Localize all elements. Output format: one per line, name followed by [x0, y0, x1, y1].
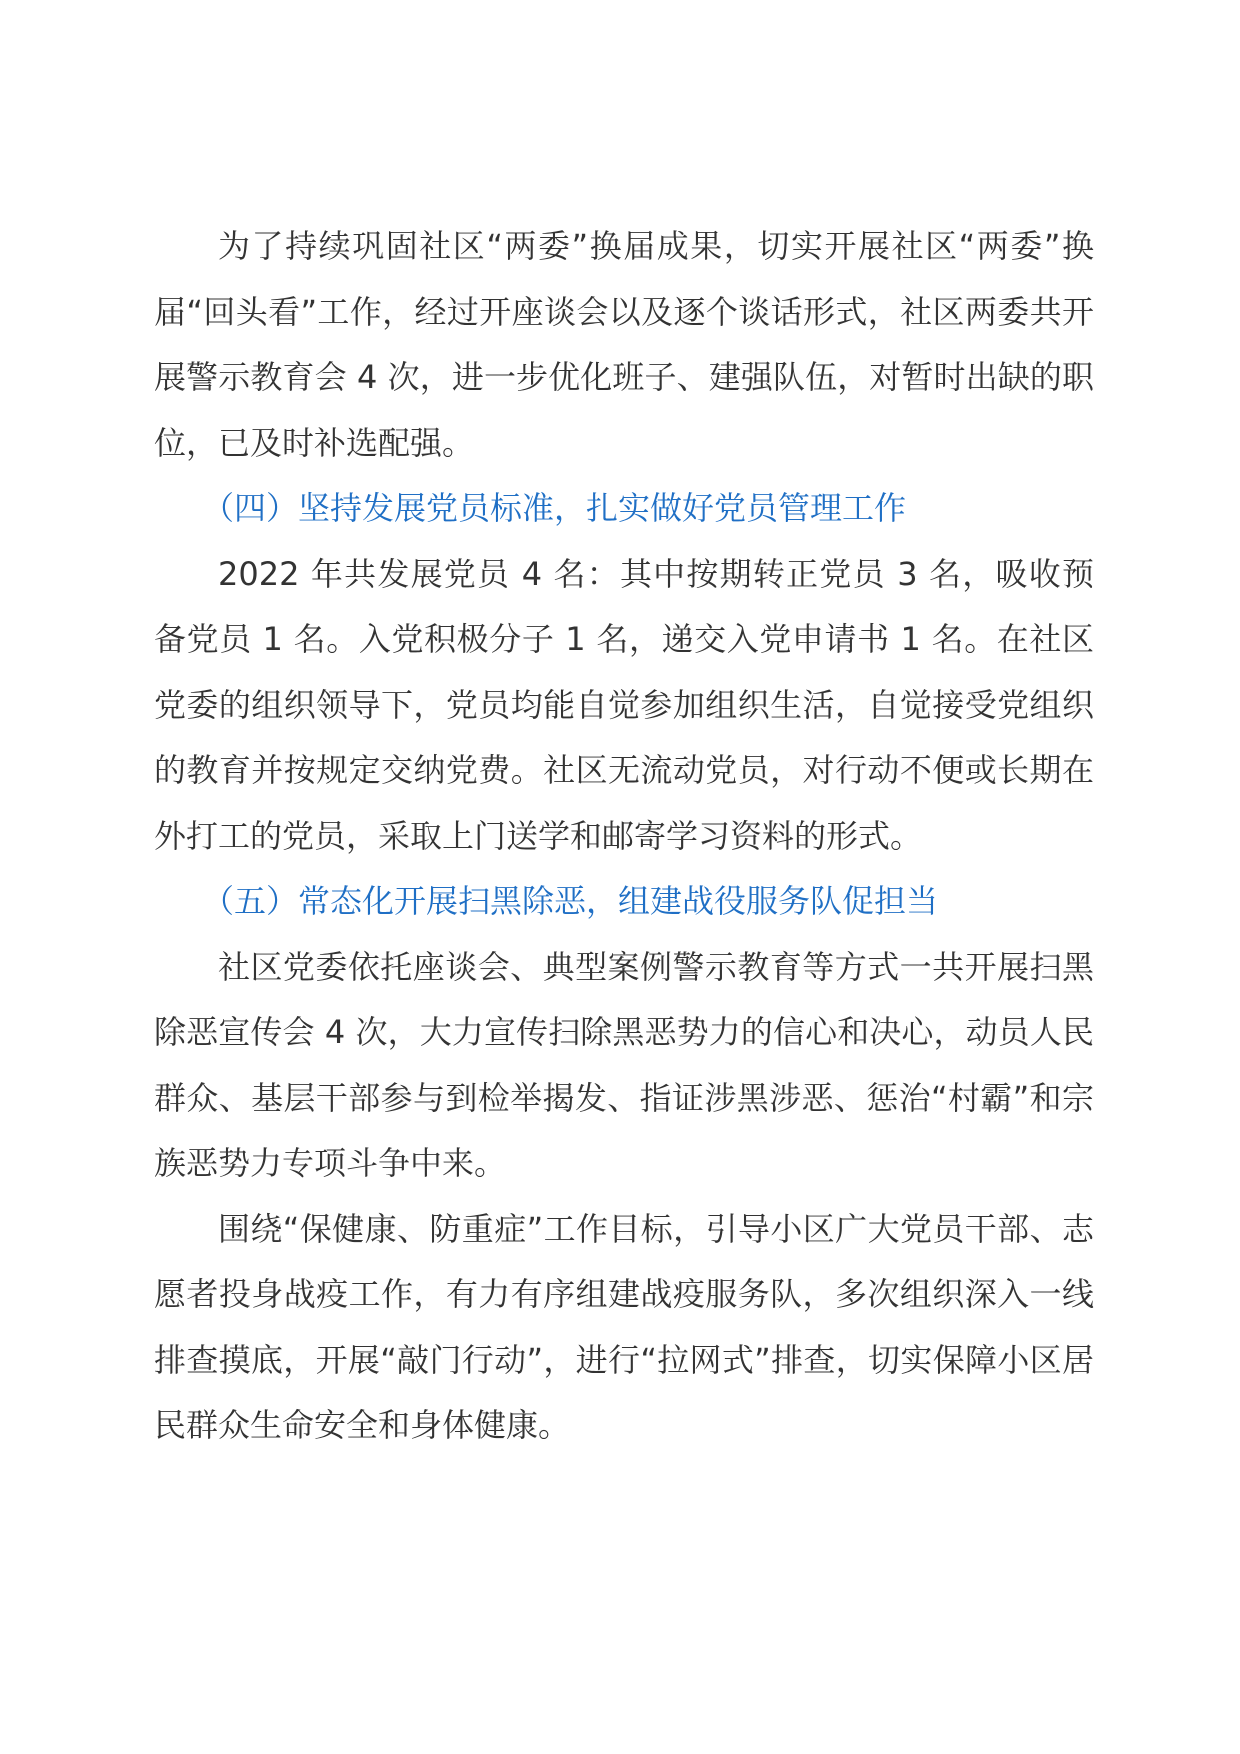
paragraph-party-committee-review: 为了持续巩固社区“两委”换届成果，切实开展社区“两委”换届“回头看”工作，经过开座谈会以及逐个谈话形式，社区两委共开展警示教育会 4 次，进一步优化班子、建强队伍，对暂时出缺的职位，已及时补选配强。	[154, 227, 1094, 462]
paragraph-party-member-statistics: 2022 年共发展党员 4 名：其中按期转正党员 3 名，吸收预备党员 1 名。入党积极分子 1 名，递交入党申请书 1 名。在社区党委的组织领导下，党员均能自觉参加组织生活，自觉接受党组织的教育并按规定交纳党费。社区无流动党员，对行动不便或长期在外打工的党员，采取上门送学和邮寄学习资料的形式。	[154, 554, 1094, 855]
section-heading-anti-crime-campaign: （五）常态化开展扫黑除恶，组建战役服务队促担当	[202, 882, 939, 920]
paragraph-epidemic-service-team: 围绕“保健康、防重症”工作目标，引导小区广大党员干部、志愿者投身战疫工作，有力有序组建战疫服务队，多次组织深入一线排查摸底，开展“敲门行动”，进行“拉网式”排查，切实保障小区居民群众生命安全和身体健康。	[154, 1209, 1094, 1444]
paragraph-anti-crime-publicity: 社区党委依托座谈会、典型案例警示教育等方式一共开展扫黑除恶宣传会 4 次，大力宣传扫除黑恶势力的信心和决心，动员人民群众、基层干部参与到检举揭发、指证涉黑涉恶、惩治“村霸”和宗族恶势力专项斗争中来。	[154, 947, 1094, 1182]
document-body	[154, 214, 1094, 1459]
section-heading-party-member-development: （四）坚持发展党员标准，扎实做好党员管理工作	[202, 489, 907, 527]
